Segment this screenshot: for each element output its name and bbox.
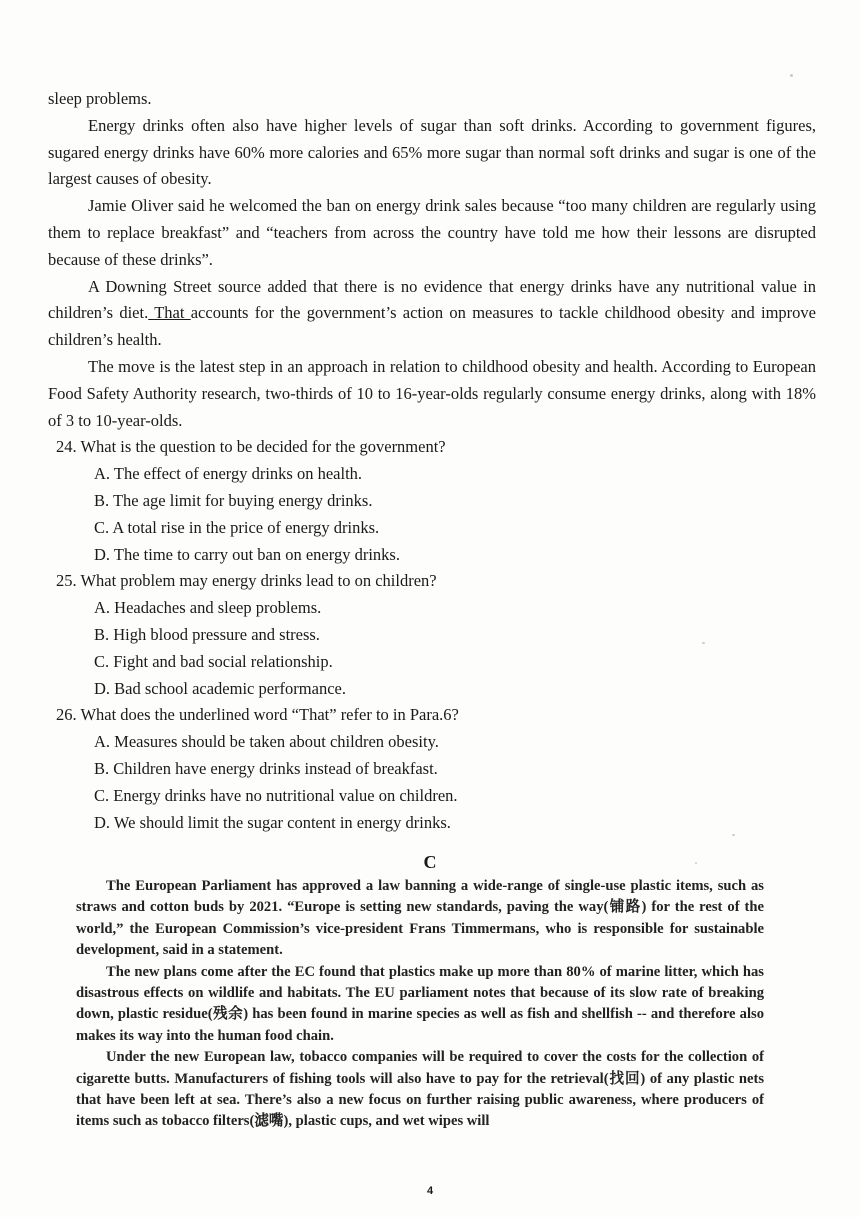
paragraph-downing-street [48,274,816,354]
downing-text-before: A Downing Street source added that there is no evidence that energy drinks have any nutritional value in children’s diet. [48,276,816,323]
scan-speck [695,862,697,864]
paragraph-latest-step: The move is the latest step in an approach in relation to childhood obesity and health. According to European Food Safety Authority research, two-thirds of 10 to 16-year-olds regularly consume energy drinks, along with 18% of 3 to 10-year-olds. [48,356,816,430]
option-b: B. Children have energy drinks instead of breakfast. [94,758,438,778]
option-b: B. High blood pressure and stress. [94,624,320,644]
paragraph-eu-law: The European Parliament has approved a law banning a wide-range of single-use plastic items, such as straws and cotton buds by 2021. “Europe is setting new standards, paving the way(铺路) for the rest of the world,” the European Commission’s vice-president Frans Timmermans, who is responsible for sustainable development, said in a statement. [76,878,764,959]
option-d: D. We should limit the sugar content in energy drinks. [94,812,451,832]
option-b: B. The age limit for buying energy drinks. [94,490,373,510]
question-24 [48,434,816,568]
scan-speck [790,74,793,77]
question-stem: 26. What does the underlined word “That” refer to in Para.6? [56,705,459,725]
passage-b-continued [48,86,816,836]
question-25 [48,568,816,702]
question-stem: 25. What problem may energy drinks lead to on children? [56,571,437,591]
scan-speck [702,642,705,644]
section-heading-c: C [423,852,437,872]
downing-text-after: accounts for the government’s action on measures to tackle childhood obesity and improve children’s health. [48,303,816,350]
option-c: C. Energy drinks have no nutritional value on children. [94,785,458,805]
paragraph-fragment: sleep problems. [48,89,152,108]
paragraph-tobacco-companies: Under the new European law, tobacco companies will be required to cover the costs for the collection of cigarette butts. Manufacturers of fishing tools will also have to pay for the retrieval(找回) of any plastic nets that have been left at sea. There’s also a new focus on further raising public awareness, where producers of items such as tobacco filters(滤嘴), plastic cups, and wet wipes will [76,1049,764,1130]
underlined-word-that: That [148,303,191,323]
option-a: A. Measures should be taken about children obesity. [94,732,439,752]
paragraph-jamie-oliver: Jamie Oliver said he welcomed the ban on energy drink sales because “too many children are regularly using them to replace breakfast” and “teachers from across the country have told me how their lessons are disrupted because of these drinks”. [48,196,816,269]
option-c: C. Fight and bad social relationship. [94,651,333,671]
option-d: D. The time to carry out ban on energy drinks. [94,544,400,564]
question-26 [48,702,816,836]
page-number: 4 [426,1185,434,1197]
option-d: D. Bad school academic performance. [94,678,346,698]
paragraph-marine-litter: The new plans come after the EC found that plastics make up more than 80% of marine litter, which has disastrous effects on wildlife and habitats. The EU parliament notes that because of its slow rate of breaking down, plastic residue(残余) has been found in marine species as well as fish and shellfish -- and therefore also makes its way into the human food chain. [76,963,764,1044]
option-a: A. Headaches and sleep problems. [94,598,322,618]
paragraph-sugar: Energy drinks often also have higher levels of sugar than soft drinks. According to government figures, sugared energy drinks have 60% more calories and 65% more sugar than normal soft drinks and sugar is one of the largest causes of obesity. [48,115,816,189]
passage-c [76,876,764,1133]
option-c: C. A total rise in the price of energy drinks. [94,517,380,537]
question-stem: 24. What is the question to be decided for the government? [56,437,446,457]
option-a: A. The effect of energy drinks on health. [94,464,363,484]
scan-speck [732,834,735,836]
